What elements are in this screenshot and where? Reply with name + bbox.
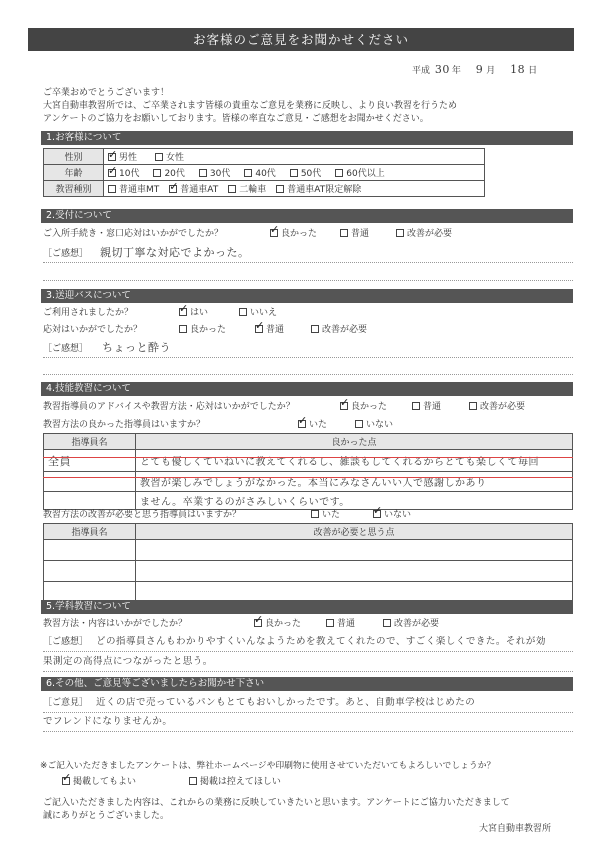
checkbox-bus-good[interactable] <box>179 325 187 333</box>
instructor-name-cell <box>44 540 136 561</box>
checkbox-consent-no[interactable] <box>189 777 197 785</box>
reception-comment-row <box>43 247 250 260</box>
good-instructor-table <box>43 433 573 510</box>
checkbox-lecture-improve[interactable] <box>383 619 391 627</box>
gender-options <box>104 149 485 165</box>
checkbox-instructor-good[interactable] <box>340 402 348 410</box>
checkbox-good-instructor-yes[interactable] <box>298 420 306 428</box>
option-label: いた <box>322 510 341 520</box>
checkbox-40s[interactable] <box>244 169 252 177</box>
lecture-comment-row <box>43 636 573 648</box>
age-label: 年齢 <box>44 165 104 181</box>
instructor-name-header: 指導員名 <box>44 434 136 450</box>
date-year: 30 <box>434 63 450 76</box>
closing-text <box>43 797 510 823</box>
checkbox-at-limit[interactable] <box>276 185 284 193</box>
option-label: 普通 <box>351 229 370 239</box>
checkbox-50s[interactable] <box>290 169 298 177</box>
checkbox-female[interactable] <box>155 153 163 161</box>
intro-line: ご卒業おめでとうございます！ <box>43 88 170 98</box>
comment-label: ［ご感想］ <box>43 344 89 354</box>
option-label: 良かった <box>190 325 227 335</box>
option-label: 30代 <box>209 169 231 179</box>
option-label: 普通車MT <box>119 185 160 195</box>
reception-comment: 親切丁寧な対応でよかった。 <box>100 246 250 259</box>
checkbox-consent-yes[interactable] <box>62 777 70 785</box>
option-label: 改善が必要 <box>394 619 440 629</box>
section-3-header: 3.送迎バスについて <box>41 289 573 303</box>
checkbox-good-instructor-no[interactable] <box>355 420 363 428</box>
date-era: 平成 <box>412 66 431 76</box>
date-year-unit: 年 <box>451 66 461 76</box>
option-label: 改善が必要 <box>322 325 368 335</box>
option-label: 掲載は控えてほしい <box>199 777 281 787</box>
age-options <box>104 165 485 181</box>
divider <box>43 651 573 652</box>
date-day: 18 <box>510 63 526 76</box>
company-name: 大宮自動車教習所 <box>479 824 552 834</box>
good-instructor-row <box>43 419 394 431</box>
bus-service-row <box>43 324 368 336</box>
option-label: 改善が必要 <box>480 402 526 412</box>
divider <box>43 280 573 281</box>
comment-label: ［ご感想］ <box>43 249 89 259</box>
option-label: 改善が必要 <box>407 229 453 239</box>
option-label: いない <box>366 420 394 430</box>
comment-label: ［ご感想］ <box>43 637 89 647</box>
lecture-comment-line: 果測定の高得点につながったと思う。 <box>43 656 213 667</box>
checkbox-at[interactable] <box>169 185 177 193</box>
checkbox-improve-instructor-no[interactable] <box>373 510 381 518</box>
checkbox-20s[interactable] <box>153 169 161 177</box>
bus-comment-row <box>43 342 171 355</box>
improve-points-cell <box>136 540 573 561</box>
checkbox-improve-instructor-yes[interactable] <box>311 510 319 518</box>
checkbox-60s[interactable] <box>335 169 343 177</box>
option-label: はい <box>190 308 209 318</box>
instructor-name-cell <box>44 492 136 510</box>
section-5-header: 5.学科教習について <box>41 600 573 614</box>
checkbox-bus-improve[interactable] <box>311 325 319 333</box>
option-label: 20代 <box>164 169 185 179</box>
good-points-header: 良かった点 <box>136 434 573 450</box>
checkbox-bus-no[interactable] <box>239 308 247 316</box>
checkbox-instructor-normal[interactable] <box>412 402 420 410</box>
lecture-comment-line: どの指導員さんもわかりやすくいんなようためを教えてくれたので、すごく楽しくできた。それが効 <box>96 636 546 647</box>
option-label: 40代 <box>255 169 276 179</box>
option-label: 掲載してもよい <box>73 777 137 787</box>
option-label: いない <box>384 510 412 520</box>
section-6-header: 6.その他、ご意見等ございましたらお聞かせ下さい <box>41 677 573 691</box>
checkbox-motorcycle[interactable] <box>228 185 236 193</box>
intro-line: 大宮自動車教習所では、ご卒業されます皆様の貴重なご意見を業務に反映し、より良い教習を行うため <box>43 101 458 111</box>
checkbox-bus-normal[interactable] <box>255 325 263 333</box>
date <box>412 63 537 76</box>
license-type-label: 教習種別 <box>44 181 104 197</box>
good-points-line: とても優しくていねいに教えてくれるし、雑談もしてくれるからとても楽しくて毎回 <box>136 450 573 472</box>
license-type-options <box>104 181 485 197</box>
improve-instructor-table <box>43 523 573 603</box>
date-month: 9 <box>475 63 484 76</box>
lecture-eval-row <box>43 618 440 630</box>
option-label: 普通 <box>337 619 356 629</box>
option-label: 女性 <box>166 153 185 163</box>
divider <box>43 357 573 358</box>
red-underline <box>43 477 573 478</box>
consent-question: ※ご記入いただきましたアンケートは、弊社ホームページや印刷物に使用させていただいてもよろしいでしょうか？ <box>40 761 496 771</box>
checkbox-instructor-improve[interactable] <box>469 402 477 410</box>
consent-options <box>62 776 299 788</box>
good-points-line: 教習が楽しみでしょうがなかった。本当にみなさんいい人で感謝しかあり <box>136 472 573 492</box>
checkbox-reception-normal[interactable] <box>340 229 348 237</box>
instructor-eval-row <box>43 401 526 413</box>
other-comment-line: でフレンドになりませんか。 <box>43 716 173 727</box>
improve-points-header: 改善が必要と思う点 <box>136 524 573 540</box>
instructor-name-cell: 全員 <box>44 450 136 472</box>
comment-label: ［ご意見］ <box>43 698 89 708</box>
option-label: 普通 <box>423 402 442 412</box>
bus-service-question: 応対はいかがでしたか？ <box>43 325 143 335</box>
option-label: 二輪車 <box>239 185 267 195</box>
section-2-header: 2.受付について <box>41 209 573 223</box>
option-label: 普通 <box>266 325 285 335</box>
checkbox-lecture-good[interactable] <box>254 619 262 627</box>
instructor-eval-question: 教習指導員のアドバイスや教習方法・応対はいかがでしたか？ <box>43 402 295 412</box>
option-label: 10代 <box>119 169 140 179</box>
reception-question-row <box>43 228 453 240</box>
section-1-header: 1.お客様について <box>41 131 573 145</box>
option-label: いいえ <box>250 308 278 318</box>
closing-line: 誠にありがとうございました。 <box>43 811 170 821</box>
option-label: いた <box>309 420 328 430</box>
instructor-name-cell <box>44 472 136 492</box>
option-label: 50代 <box>300 169 322 179</box>
date-month-unit: 月 <box>486 66 496 76</box>
good-points-line: ません。卒業するのがさみしいくらいです。 <box>136 492 573 510</box>
divider <box>43 671 573 672</box>
option-label: 普通車AT限定解除 <box>287 185 362 195</box>
section-4-header: 4.技能教習について <box>41 382 573 396</box>
checkbox-reception-good[interactable] <box>270 229 278 237</box>
improve-points-cell <box>136 561 573 582</box>
checkbox-reception-improve[interactable] <box>396 229 404 237</box>
form-title: お客様のご意見をお聞かせください <box>28 28 574 51</box>
date-day-unit: 日 <box>528 66 538 76</box>
option-label: 60代以上 <box>346 169 385 179</box>
gender-label: 性別 <box>44 149 104 165</box>
checkbox-10s[interactable] <box>108 169 116 177</box>
option-label: 良かった <box>281 229 318 239</box>
divider <box>43 731 573 732</box>
intro-text <box>43 87 457 126</box>
checkbox-lecture-normal[interactable] <box>326 619 334 627</box>
reception-question: ご入所手続き・窓口応対はいかがでしたか？ <box>43 229 224 239</box>
checkbox-male[interactable] <box>108 153 116 161</box>
option-label: 良かった <box>265 619 302 629</box>
option-label: 普通車AT <box>180 185 219 195</box>
instructor-name-cell <box>44 561 136 582</box>
other-comment-line: 近くの店で売っているパンもとてもおいしかったです。あと、自動車学校はじめたの <box>96 697 476 708</box>
divider <box>43 374 573 375</box>
closing-line: ご記入いただきました内容は、これからの業務に反映していきたいと思います。アンケートにご協力いただきまして <box>43 798 510 808</box>
checkbox-mt[interactable] <box>108 185 116 193</box>
option-label: 良かった <box>351 402 388 412</box>
checkbox-30s[interactable] <box>199 169 207 177</box>
divider <box>43 712 573 713</box>
option-label: 男性 <box>119 153 138 163</box>
checkbox-bus-yes[interactable] <box>179 308 187 316</box>
customer-info-table <box>43 148 485 197</box>
improve-instructor-row <box>43 509 412 521</box>
red-underline <box>43 457 573 458</box>
intro-line: アンケートのご協力をお願いしております。皆様の率直なご意見・ご感想をお聞かせください。 <box>43 114 429 124</box>
other-comment-row <box>43 697 573 709</box>
divider <box>43 262 573 263</box>
instructor-name-header: 指導員名 <box>44 524 136 540</box>
lecture-eval-question: 教習方法・内容はいかがでしたか？ <box>43 619 188 629</box>
bus-comment: ちょっと酔う <box>102 341 172 354</box>
bus-use-question: ご利用されましたか？ <box>43 308 134 318</box>
good-instructor-question: 教習方法の良かった指導員はいますか？ <box>43 420 206 430</box>
improve-instructor-question: 教習方法の改善が必要と思う指導員はいますか？ <box>43 510 242 520</box>
bus-use-row <box>43 307 278 319</box>
